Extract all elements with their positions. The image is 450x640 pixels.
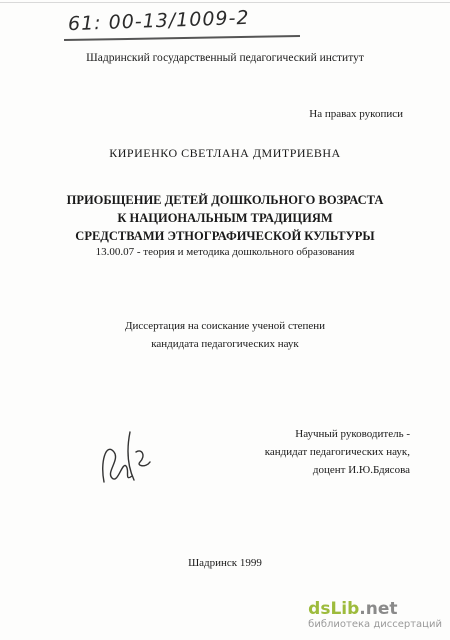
scan-artifact: [0, 2, 450, 3]
author-name: КИРИЕНКО СВЕТЛАНА ДМИТРИЕВНА: [109, 146, 341, 160]
dissertation-degree-line-1: Диссертация на соискание ученой степени: [124, 320, 326, 332]
watermark-logo: [308, 599, 442, 619]
watermark-logo-suffix: .net: [359, 599, 398, 619]
dslib-watermark[interactable]: [308, 599, 442, 630]
title-line-1: ПРИОБЩЕНИЕ ДЕТЕЙ ДОШКОЛЬНОГО ВОЗРАСТА: [66, 193, 384, 207]
watermark-logo-prefix: dsLib: [308, 599, 360, 619]
supervisor-line-3: доцент И.Ю.Бдясова: [312, 464, 410, 476]
specialty-code: 13.00.07 - теория и методика дошкольного образования: [95, 246, 355, 258]
archive-number: 61: 00-13/1009-2: [67, 6, 250, 36]
dissertation-degree-line-2: кандидата педагогических наук: [151, 338, 299, 350]
title-line-3: СРЕДСТВАМИ ЭТНОГРАФИЧЕСКОЙ КУЛЬТУРЫ: [75, 229, 375, 243]
supervisor-line-2: кандидат педагогических наук,: [264, 446, 410, 458]
institute-name: Шадринский государственный педагогический институт: [86, 52, 364, 64]
supervisor-line-1: Научный руководитель -: [295, 428, 410, 440]
handwritten-signature: [96, 422, 156, 492]
watermark-subtitle: библиотека диссертаций: [308, 619, 442, 630]
rights-note: На правах рукописи: [309, 108, 403, 120]
archive-number-underline: [64, 35, 300, 41]
city-year: Шадринск 1999: [188, 557, 262, 569]
title-line-2: К НАЦИОНАЛЬНЫМ ТРАДИЦИЯМ: [117, 211, 333, 225]
